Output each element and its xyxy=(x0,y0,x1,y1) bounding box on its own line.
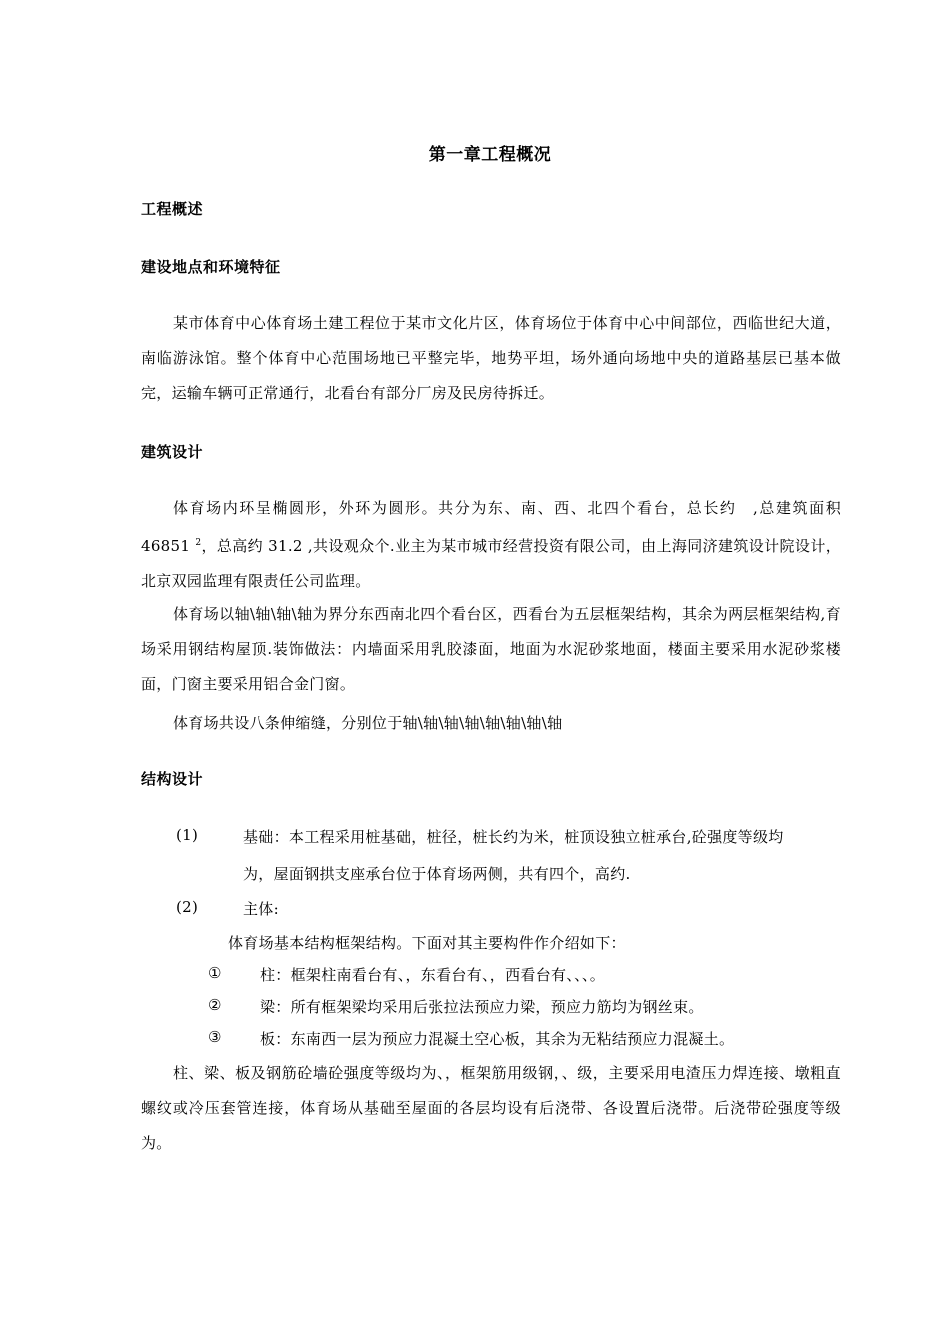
architecture-paragraph-2: 体育场以轴\轴\轴\轴为界分东西南北四个看台区，西看台为五层框架结构，其余为两层框架结构,育场采用钢结构屋顶.装饰做法：内墙面采用乳胶漆面，地面为水泥砂浆地面，楼面主要采用水泥砂浆楼面，门窗主要采用铝合金门窗。 xyxy=(141,605,841,693)
heading-architecture: 建筑设计 xyxy=(141,443,204,461)
sub-item-1-text: 柱：框架柱南看台有、，东看台有、，西看台有、、、。 xyxy=(260,966,606,984)
item-1-line-1: 基础：本工程采用桩基础，桩径，桩长约为米，桩顶设独立桩承台,砼强度等级均 xyxy=(243,828,784,846)
sub-item-2-text: 梁：所有框架梁均采用后张拉法预应力梁，预应力筋均为钢丝束。 xyxy=(260,998,704,1016)
structure-final-paragraph: 柱、梁、板及钢筋砼墙砼强度等级均为、，框架筋用级钢，、级，主要采用电渣压力焊连接、墩粗直螺纹或冷压套管连接，体育场从基础至屋面的各层均设有后浇带、各设置后浇带。后浇带砼强度等级为。 xyxy=(141,1064,841,1152)
item-1-line-2: 为，屋面钢拱支座承台位于体育场两侧，共有四个，高约. xyxy=(243,865,631,883)
item-1-number: (1) xyxy=(176,826,199,844)
chapter-title: 第一章工程概况 xyxy=(428,145,552,165)
item-2-text: 主体: xyxy=(243,900,279,918)
location-paragraph: 某市体育中心体育场土建工程位于某市文化片区，体育场位于体育中心中间部位，西临世纪大道，南临游泳馆。整个体育中心范围场地已平整完毕，地势平坦，场外通向场地中央的道路基层已基本做完，运输车辆可正常通行，北看台有部分厂房及民房待拆迁。 xyxy=(141,314,841,402)
heading-overview: 工程概述 xyxy=(141,200,204,218)
architecture-paragraph-1-part1: 体育场内环呈椭圆形，外环为圆形。共分为东、南、西、北四个看台，总长约 ,总建筑面积 46851 xyxy=(141,499,841,555)
architecture-paragraph-1 xyxy=(141,491,841,599)
item-2-number: (2) xyxy=(176,898,199,916)
sub-item-2-number: ② xyxy=(208,996,222,1014)
sub-item-3-number: ③ xyxy=(208,1028,222,1046)
area-unit-superscript: 2 xyxy=(195,538,202,548)
structure-intro: 体育场基本结构框架结构。下面对其主要构件作介绍如下： xyxy=(228,934,626,952)
sub-item-3-text: 板：东南西一层为预应力混凝土空心板，其余为无粘结预应力混凝土。 xyxy=(260,1030,735,1048)
heading-location: 建设地点和环境特征 xyxy=(141,258,281,276)
architecture-paragraph-3: 体育场共设八条伸缩缝，分别位于轴\轴\轴\轴\轴\轴\轴\轴 xyxy=(173,714,563,732)
architecture-paragraph-1-part2: ，总高约 31.2 ,共设观众个.业主为某市城市经营投资有限公司，由上海同济建筑设计院设计，北京双园监理有限责任公司监理。 xyxy=(141,537,841,590)
heading-structure: 结构设计 xyxy=(141,770,204,788)
sub-item-1-number: ① xyxy=(208,964,222,982)
